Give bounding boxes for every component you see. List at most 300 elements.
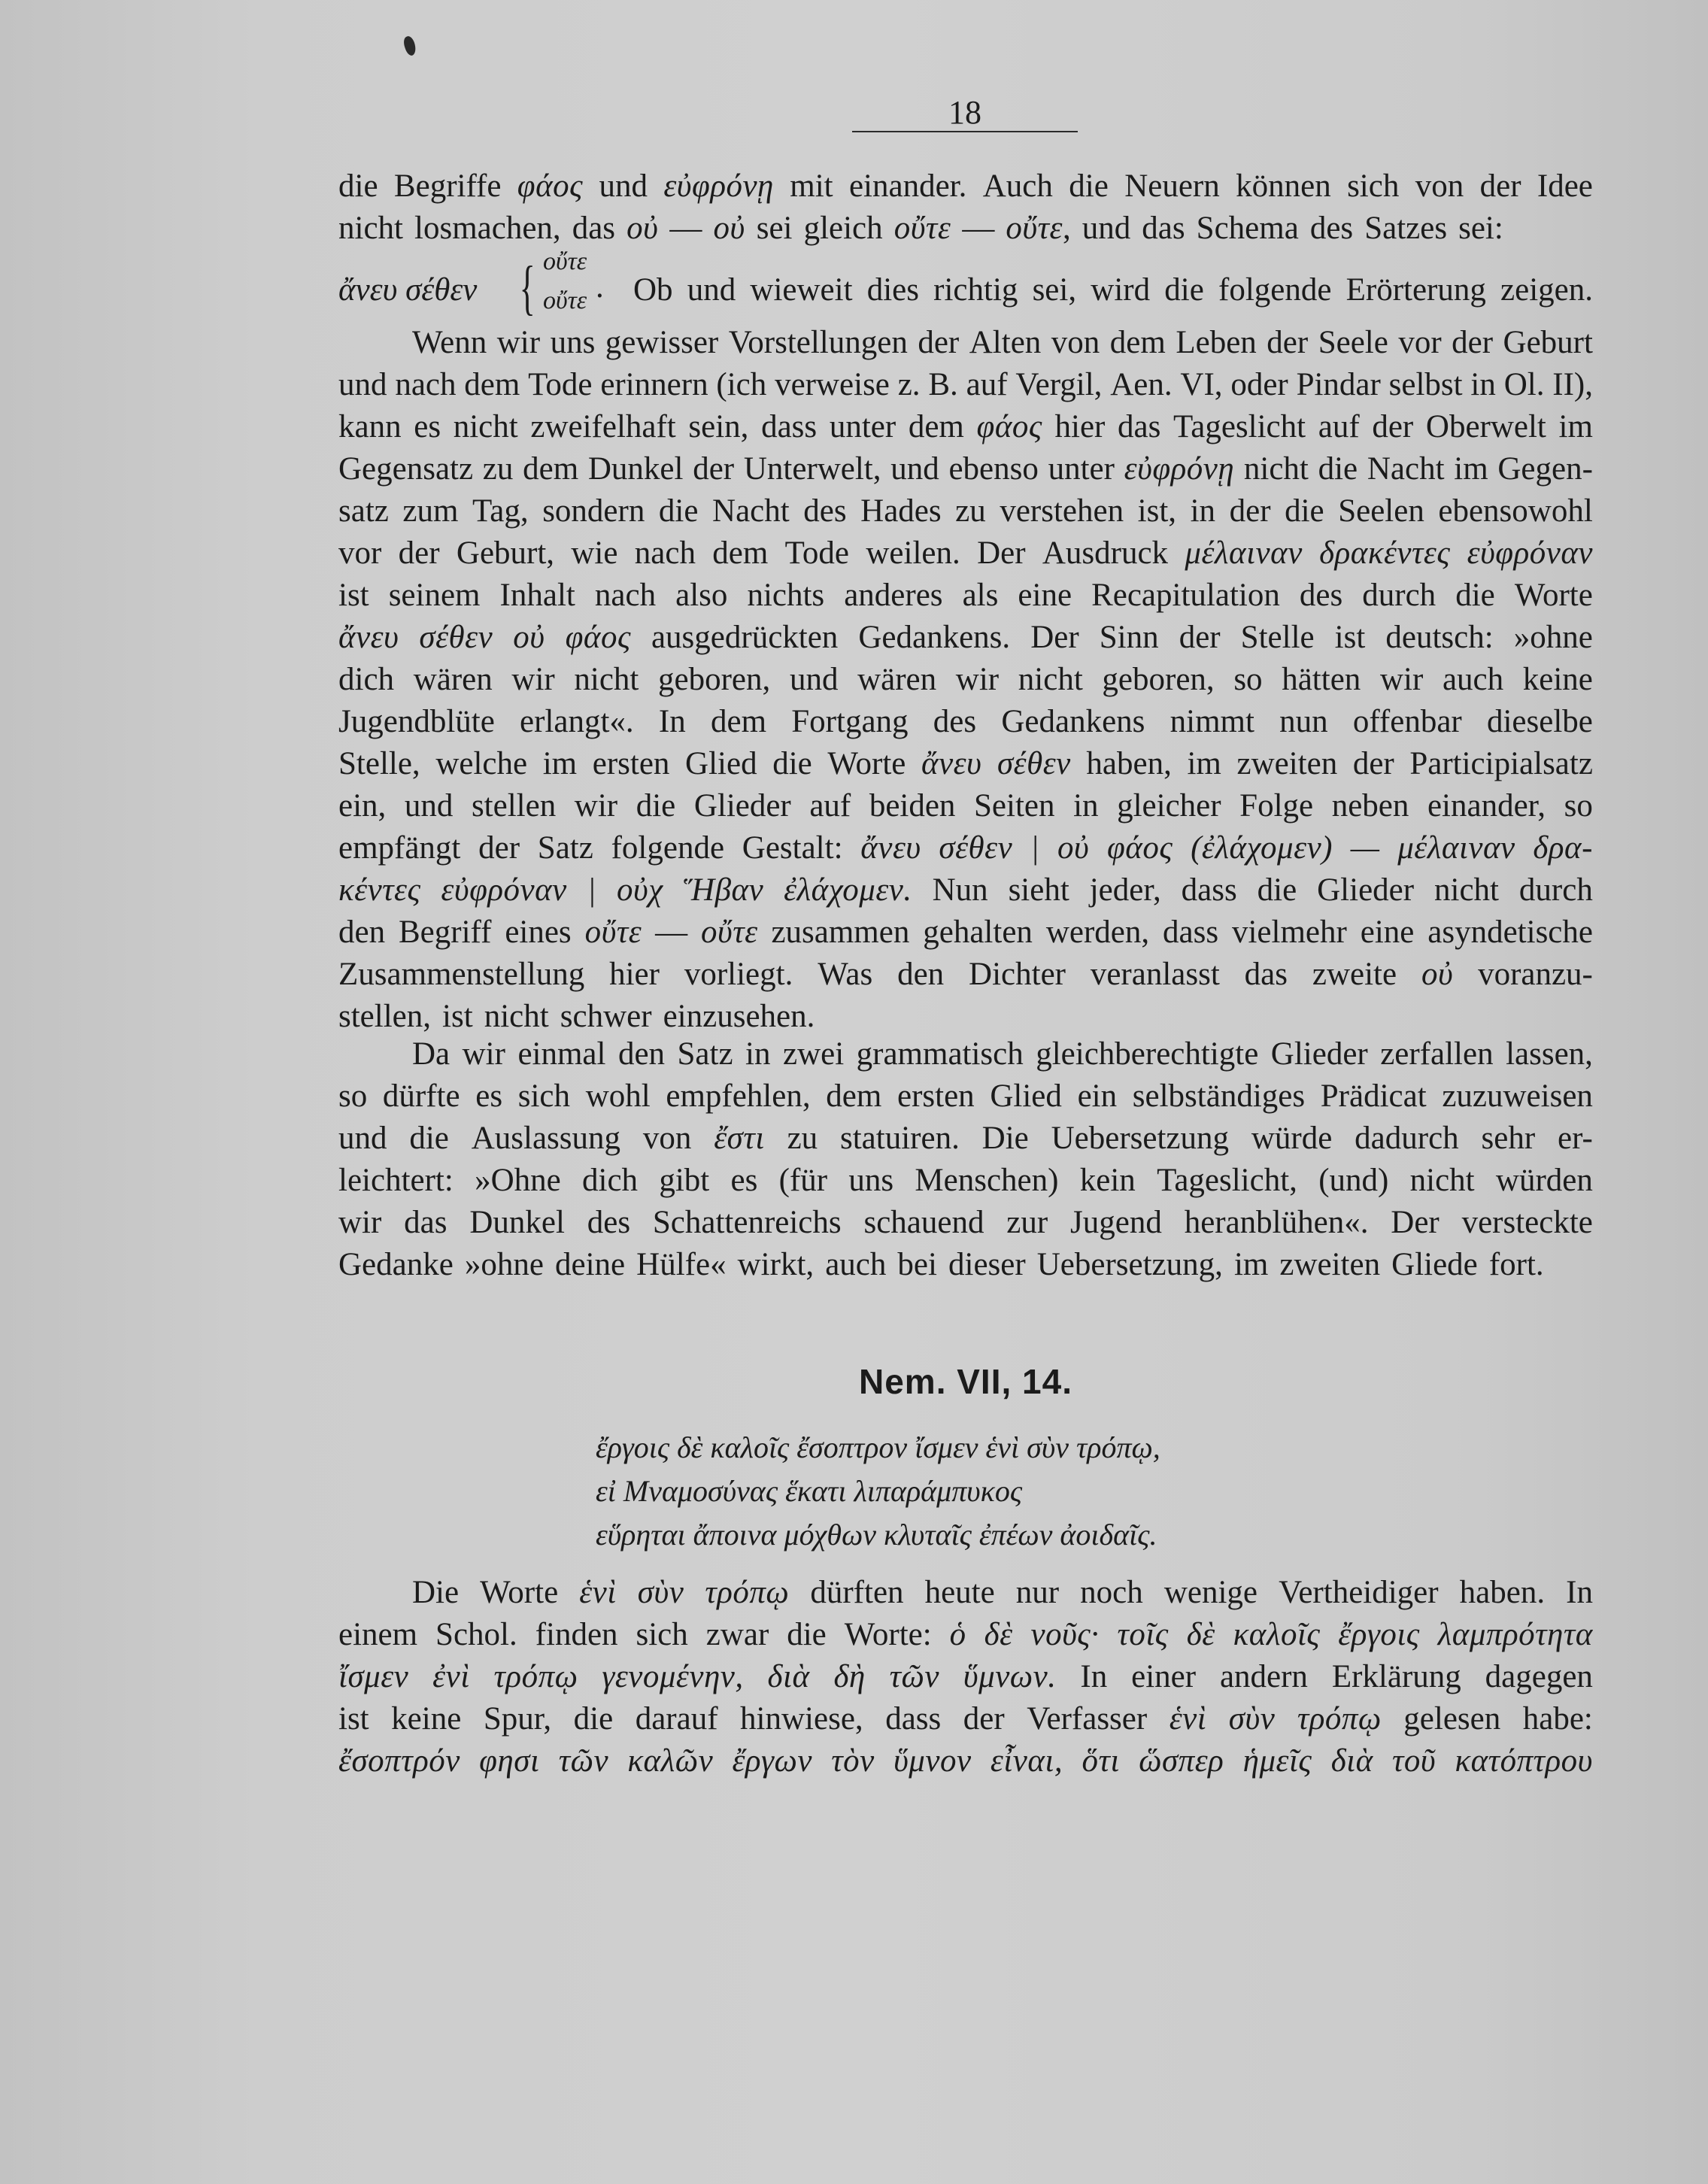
- page-number: 18: [948, 94, 981, 131]
- word: wird: [1091, 272, 1151, 308]
- word: ὁ: [949, 1617, 966, 1652]
- word: nicht: [1434, 872, 1499, 908]
- word: nichts: [747, 578, 825, 613]
- paragraph-3: [338, 1033, 1593, 1286]
- word: wir: [574, 788, 618, 824]
- word: ἄνευ: [921, 746, 982, 781]
- word: der: [1352, 746, 1394, 781]
- word: ἔργοις: [1338, 1617, 1420, 1652]
- word: vorliegt.: [684, 957, 793, 992]
- word: das: [572, 211, 616, 246]
- word: Glieder: [1317, 872, 1415, 908]
- word: Nun: [932, 872, 988, 908]
- word: z.: [897, 367, 921, 402]
- word: sondern: [542, 493, 645, 529]
- word: nimmt: [1170, 704, 1254, 739]
- word: Seelen: [1338, 493, 1424, 529]
- text-line: [338, 1118, 1593, 1160]
- word: es: [414, 409, 441, 444]
- text-line: [338, 208, 1593, 250]
- word: andern: [1219, 1659, 1308, 1694]
- word: im: [1454, 451, 1488, 487]
- word: Da: [412, 1036, 451, 1072]
- word: Uebersetzung: [1051, 1121, 1230, 1156]
- word: wieweit: [750, 272, 853, 308]
- word: der: [918, 325, 960, 360]
- word: die: [1318, 451, 1358, 487]
- word: keine: [391, 1701, 462, 1737]
- word: Worte: [1514, 578, 1593, 613]
- text-line: [338, 406, 1593, 448]
- word: zuzuweisen: [1442, 1078, 1593, 1114]
- word: (und): [1318, 1163, 1389, 1198]
- word: Tageslicht: [1173, 409, 1306, 444]
- word: Tag,: [472, 493, 529, 529]
- word: zweifelhaft: [530, 409, 676, 444]
- text-line: [338, 1033, 1593, 1075]
- text-line: [338, 364, 1593, 406]
- word: wir: [955, 662, 1000, 697]
- word: den: [338, 915, 386, 950]
- word: nicht: [1409, 1163, 1475, 1198]
- word: Gegensatz: [338, 451, 474, 487]
- word: im: [1187, 746, 1221, 781]
- word: und: [404, 788, 454, 824]
- word: φάος: [517, 168, 584, 204]
- word: τρόπῳ: [705, 1575, 790, 1610]
- word: ὅτι: [1082, 1743, 1120, 1779]
- word: ebensowohl: [1438, 493, 1593, 529]
- word: im: [542, 746, 578, 781]
- word: Stelle,: [338, 746, 420, 781]
- text-line: [338, 1572, 1593, 1614]
- word: dass: [1163, 915, 1219, 950]
- word: einander.: [848, 168, 967, 204]
- word: Tode: [528, 367, 593, 402]
- text-line: [338, 659, 1593, 701]
- word: Spur,: [483, 1701, 552, 1737]
- word: sich: [636, 1617, 688, 1652]
- word: οὐχ: [616, 872, 663, 908]
- text-line: [338, 743, 1593, 785]
- word: der: [1372, 409, 1414, 444]
- word: ὥσπερ: [1139, 1743, 1224, 1779]
- word: von: [1051, 325, 1100, 360]
- word: der: [963, 1701, 1005, 1737]
- word: Seele: [1318, 325, 1388, 360]
- word: εὐφρόναν: [441, 872, 567, 908]
- word: sieht: [1008, 872, 1069, 908]
- text-line: [338, 322, 1593, 364]
- word: empfängt: [338, 830, 461, 866]
- word: das: [1142, 211, 1185, 246]
- word: δρακέντες: [1319, 535, 1451, 571]
- text-line: [338, 1244, 1593, 1286]
- word: er-: [1558, 1121, 1593, 1156]
- word: dem: [1109, 325, 1166, 360]
- word: ἑνὶ: [1169, 1701, 1207, 1737]
- word: »ohne: [464, 1247, 544, 1282]
- word: und: [338, 367, 387, 402]
- word: In: [658, 704, 686, 739]
- word: Alten: [969, 325, 1042, 360]
- word: dies: [866, 272, 919, 308]
- word: in: [1470, 367, 1496, 402]
- word: ersten: [592, 746, 670, 781]
- word: Gestalt:: [742, 830, 843, 866]
- word: ὕμνων.: [963, 1659, 1057, 1694]
- word: Der: [1030, 620, 1079, 655]
- word: dem: [826, 1078, 882, 1114]
- text-line: [338, 490, 1593, 532]
- word: satz: [338, 493, 389, 529]
- schema-bottom: οὔτε: [543, 287, 587, 314]
- verse-quotation: [596, 1426, 1160, 1557]
- word: οὐ: [1421, 957, 1454, 992]
- word: einzusehen.: [663, 999, 815, 1034]
- word: das: [1118, 409, 1161, 444]
- word: grammatisch: [856, 1036, 1024, 1072]
- word: versteckte: [1461, 1205, 1593, 1240]
- word: heute: [924, 1575, 995, 1610]
- word: Hülfe«: [636, 1247, 727, 1282]
- word: Participialsatz: [1409, 746, 1593, 781]
- word: selbst: [1388, 367, 1463, 402]
- word: folgende: [1218, 272, 1332, 308]
- word: nicht: [1243, 451, 1309, 487]
- word: oder: [1230, 367, 1288, 402]
- word: (ἐλάχομεν): [1191, 830, 1333, 866]
- word: ἑνὶ: [579, 1575, 617, 1610]
- word: dich: [582, 1163, 639, 1198]
- word: hier: [609, 957, 660, 992]
- word: statuiren.: [840, 1121, 960, 1156]
- word: Fortgang: [791, 704, 909, 739]
- word: ἄνευ: [338, 620, 399, 655]
- word: Begriffe: [393, 168, 502, 204]
- word: sich: [517, 1078, 571, 1114]
- word: Jugendblüte: [338, 704, 495, 739]
- word: λαμπρότητα: [1437, 1617, 1593, 1652]
- word: Uebersetzung,: [1036, 1247, 1223, 1282]
- word: vielmehr: [1231, 915, 1347, 950]
- word: B.: [928, 367, 958, 402]
- word: und: [599, 168, 648, 204]
- word: eine: [1018, 578, 1072, 613]
- word: so: [1233, 662, 1263, 697]
- word: —: [1350, 830, 1380, 866]
- word: erinnern: [600, 367, 708, 402]
- word: ἐλάχομεν.: [784, 872, 912, 908]
- word: Vorstellungen: [728, 325, 908, 360]
- word: Aen.: [1110, 367, 1173, 402]
- word: wir: [338, 1205, 382, 1240]
- word: und: [687, 272, 736, 308]
- word: losmachen,: [414, 211, 561, 246]
- word: wir: [1379, 662, 1424, 697]
- word: werden,: [1045, 915, 1150, 950]
- word: seinem: [388, 578, 481, 613]
- word: die: [573, 1701, 614, 1737]
- schema-sentence: [633, 271, 1593, 308]
- word: VI,: [1180, 367, 1223, 402]
- word: Vergil,: [1015, 367, 1103, 402]
- word: wären: [413, 662, 493, 697]
- word: —: [669, 211, 702, 246]
- word: dem: [908, 409, 964, 444]
- schema-formula: [338, 247, 1593, 321]
- word: im: [1233, 1247, 1269, 1282]
- word: Neuern: [1124, 168, 1220, 204]
- word: des: [587, 1205, 631, 1240]
- word: Ol.: [1503, 367, 1545, 402]
- word: οὔτε: [700, 915, 758, 950]
- word: das: [404, 1205, 447, 1240]
- word: dürften: [810, 1575, 904, 1610]
- word: selbständiges: [1132, 1078, 1306, 1114]
- word: der: [478, 830, 520, 866]
- word: anderes: [844, 578, 943, 613]
- word: Inhalt: [499, 578, 575, 613]
- word: nach: [634, 535, 696, 571]
- word: Schol.: [435, 1617, 517, 1652]
- word: wir: [511, 662, 555, 697]
- word: sich: [1347, 168, 1400, 204]
- word: ἔργων: [732, 1743, 812, 1779]
- word: Recapitulation: [1091, 578, 1280, 613]
- word: sei:: [1458, 211, 1503, 246]
- word: es: [730, 1163, 758, 1198]
- word: ἡμεῖς: [1242, 1743, 1312, 1779]
- word: τρόπῳ: [1297, 1701, 1382, 1737]
- word: wohl: [585, 1078, 651, 1114]
- word: gleichberechtigte: [1036, 1036, 1259, 1072]
- word: zu: [787, 1121, 818, 1156]
- word: empfehlen,: [666, 1078, 811, 1114]
- word: von: [642, 1121, 692, 1156]
- word: unter: [829, 409, 896, 444]
- text-line: [338, 912, 1593, 954]
- word: διὰ: [767, 1659, 810, 1694]
- word: auf: [1318, 409, 1360, 444]
- word: finden: [535, 1617, 618, 1652]
- word: in: [1190, 493, 1216, 529]
- word: einem: [338, 1617, 418, 1652]
- word: nicht: [1018, 662, 1083, 697]
- word: einer: [1131, 1659, 1197, 1694]
- word: Seiten: [974, 788, 1055, 824]
- word: |: [587, 872, 597, 908]
- word: dich: [338, 662, 395, 697]
- word: habe:: [1522, 1701, 1593, 1737]
- word: τοῖς: [1117, 1617, 1169, 1652]
- word: dass: [1181, 872, 1237, 908]
- word: δρα-: [1533, 830, 1593, 866]
- word: einmal: [517, 1036, 606, 1072]
- word: ἄνευ: [860, 830, 921, 866]
- word: durch: [1518, 872, 1593, 908]
- word: und: [789, 662, 839, 697]
- schema-lhs: ἄνευ σέθεν: [338, 272, 478, 308]
- word: jeder,: [1089, 872, 1161, 908]
- word: zweite: [1312, 957, 1397, 992]
- word: nach: [395, 367, 457, 402]
- word: zweiten: [1279, 1247, 1381, 1282]
- word: uns: [848, 1163, 894, 1198]
- word: weilen.: [866, 535, 960, 571]
- word: κέντες: [338, 872, 421, 908]
- word: Glied: [685, 746, 757, 781]
- word: οὐ: [713, 211, 745, 246]
- word: nicht: [338, 211, 403, 246]
- word: stellen: [471, 788, 557, 824]
- word: geboren,: [658, 662, 771, 697]
- word: neben: [1331, 788, 1409, 824]
- word: uns: [550, 325, 596, 360]
- word: verstehen: [1000, 493, 1124, 529]
- word: Erörterung: [1345, 272, 1486, 308]
- word: den: [617, 1036, 666, 1072]
- ink-blot: [402, 35, 418, 56]
- word: Dunkel: [587, 451, 684, 487]
- word: des: [1299, 578, 1343, 613]
- text-line: [338, 954, 1593, 996]
- word: hätten: [1282, 662, 1361, 697]
- word: leichtert:: [338, 1163, 454, 1198]
- word: Geburt,: [456, 535, 555, 571]
- word: —: [962, 211, 995, 246]
- word: gleich: [803, 211, 883, 246]
- word: Dichter: [969, 957, 1066, 992]
- word: Glied: [990, 1078, 1062, 1114]
- text-line: [338, 575, 1593, 617]
- word: würden: [1495, 1163, 1593, 1198]
- text-line: [338, 617, 1593, 659]
- word: asyndetische: [1427, 915, 1593, 950]
- word: dem: [523, 451, 579, 487]
- word: Nacht: [712, 493, 790, 529]
- word: οὔτε: [584, 915, 642, 950]
- word: δὲ: [1186, 1617, 1215, 1652]
- word: durch: [1362, 578, 1436, 613]
- word: also: [675, 578, 728, 613]
- text-line: [338, 869, 1593, 912]
- word: Unterwelt,: [743, 451, 881, 487]
- word: Tageslicht,: [1157, 1163, 1297, 1198]
- word: zwei: [782, 1036, 845, 1072]
- word: wenige: [1163, 1575, 1257, 1610]
- word: Wenn: [412, 325, 487, 360]
- word: kein: [1079, 1163, 1136, 1198]
- word: gleicher: [1117, 788, 1221, 824]
- text-line: [338, 1740, 1593, 1782]
- word: καλοῖς: [1233, 1617, 1321, 1652]
- word: Auslassung: [471, 1121, 621, 1156]
- word: Begriff: [399, 915, 492, 950]
- word: wirkt,: [737, 1247, 815, 1282]
- word: die: [1257, 872, 1297, 908]
- word: οὐ: [513, 620, 545, 655]
- word: Glieder: [1270, 1036, 1368, 1072]
- word: den: [897, 957, 945, 992]
- word: der: [1452, 325, 1494, 360]
- word: Der: [977, 535, 1026, 571]
- word: der: [1479, 168, 1521, 204]
- word: sein,: [688, 409, 749, 444]
- word: bei: [897, 1247, 937, 1282]
- word: fort.: [1488, 1247, 1544, 1282]
- word: so: [338, 1078, 368, 1114]
- word: der: [693, 451, 735, 487]
- word: in: [745, 1036, 771, 1072]
- word: κατόπτρου: [1455, 1743, 1593, 1779]
- word: νοῦς·: [1030, 1617, 1100, 1652]
- schema-dot: .: [596, 269, 604, 305]
- word: φάος: [565, 620, 631, 655]
- word: μέλαιναν: [1185, 535, 1303, 571]
- word: des: [1309, 211, 1354, 246]
- word: nicht: [574, 662, 639, 697]
- word: nur: [1015, 1575, 1060, 1610]
- verse-line: ἔργοις δὲ καλοῖς ἔσοπτρον ἴσμεν ἑνὶ σὺν τρόπῳ,: [596, 1430, 1160, 1464]
- word: Was: [818, 957, 873, 992]
- word: ausgedrückten: [651, 620, 839, 655]
- word: Gegen-: [1497, 451, 1593, 487]
- word: vor: [338, 535, 382, 571]
- word: wir: [462, 1036, 505, 1072]
- word: auch: [1442, 662, 1504, 697]
- word: μέλαιναν: [1397, 830, 1515, 866]
- word: εὐφρόνῃ: [1124, 451, 1235, 487]
- word: τὸν: [831, 1743, 875, 1779]
- word: ὕμνον: [893, 1743, 972, 1779]
- paragraph-2: [338, 322, 1593, 1038]
- word: es: [475, 1078, 503, 1114]
- word: das: [1244, 957, 1288, 992]
- word: Prädicat: [1320, 1078, 1427, 1114]
- word: Leben: [1176, 325, 1257, 360]
- word: ist: [1334, 620, 1366, 655]
- word: Die: [412, 1575, 460, 1610]
- word: Ἥβαν: [683, 872, 764, 908]
- word: zur: [1006, 1205, 1048, 1240]
- word: γενομένην,: [602, 1659, 744, 1694]
- word: so: [1564, 788, 1593, 824]
- word: eines: [505, 915, 572, 950]
- text-line: [338, 701, 1593, 743]
- word: voranzu-: [1478, 957, 1593, 992]
- word: οὔτε,: [1006, 211, 1071, 246]
- word: zweiten: [1236, 746, 1338, 781]
- word: die: [1455, 578, 1495, 613]
- word: Satz: [537, 830, 593, 866]
- word: Stelle: [1240, 620, 1315, 655]
- word: Schema: [1196, 211, 1299, 246]
- word: »ohne: [1513, 620, 1593, 655]
- word: gehalten: [923, 915, 1033, 950]
- word: Worte: [480, 1575, 559, 1610]
- word: Die: [981, 1121, 1029, 1156]
- word: Worte:: [844, 1617, 932, 1652]
- text-line: [338, 785, 1593, 827]
- word: verweise: [775, 367, 890, 402]
- word: φάος: [976, 409, 1042, 444]
- word: dieser: [948, 1247, 1026, 1282]
- word: Gedanke: [338, 1247, 454, 1282]
- word: ἐνὶ: [432, 1659, 470, 1694]
- word: δὴ: [833, 1659, 866, 1694]
- word: ist: [338, 1701, 369, 1737]
